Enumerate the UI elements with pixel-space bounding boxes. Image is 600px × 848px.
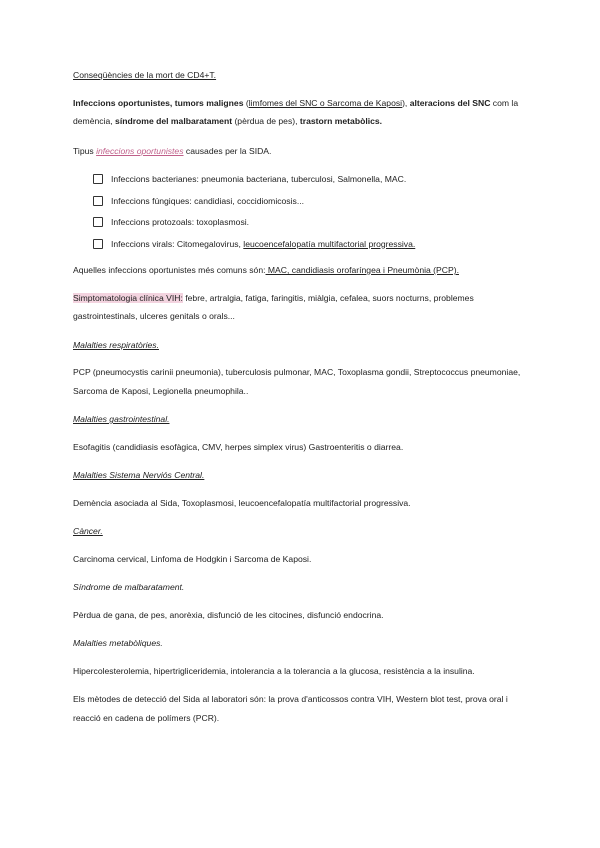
checkbox[interactable] [93,239,103,249]
text-underlined: leucoencefalopatía multifactorial progressiva. [243,238,416,249]
checkbox[interactable] [93,196,103,206]
document-page [73,66,533,727]
text-plain: ), [402,97,410,108]
checklist-item [93,192,533,211]
text-bold: Infeccions oportunistes, tumors malignes [73,97,244,108]
highlighted-text: Simptomatologia clínica VIH: [73,292,183,303]
heading-cancer: Càncer. [73,526,103,536]
heading-malbaratament: Síndrome de malbaratament. [73,582,185,592]
text-plain: febre, artralgia, fatiga, faringitis, miàlgia, cefalea, suors nocturns, problemes gastrointestinals, ulceres genitals o orals... [73,292,474,321]
metabolic-paragraph: Hipercolesterolemia, hipertrigliceridemia, intolerancia a la tolerancia a la glucosa, resistència a la insulina. [73,665,475,676]
text-bold: alteracions del SNC [409,97,491,108]
text-plain: Aquelles infeccions oportunistes més comuns són: [73,265,266,275]
checklist-item-label: Infeccions protozoals: toxoplasmosi. [111,217,250,227]
heading-snc: Malalties Sistema Nerviós Central. [73,470,205,480]
respiratory-paragraph: PCP (pneumocystis carinii pneumonia), tuberculosis pulmonar, MAC, Toxoplasma gondii, Streptococcus pneumoniae, Sarcoma de Kaposi, Legionella pneumophila.. [73,367,521,396]
checklist-item [93,170,533,189]
checklist-item-label [111,235,415,254]
checklist-item [93,213,533,232]
gastrointestinal-paragraph: Esofagitis (candidiasis esofàgica, CMV, herpes simplex virus) Gastroenteritis o diarrea. [73,441,404,452]
infeccions-link[interactable]: infeccions oportunistes [96,145,184,156]
text-plain: com la demència, [73,97,519,126]
heading-metabolic: Malalties metabòliques. [73,638,163,648]
text-bold: trastorn metabòlics. [299,116,383,126]
text-plain: ( [243,97,249,108]
checklist-item-label: Infeccions bacterianes: pneumonia bacteriana, tuberculosi, Salmonella, MAC. [111,174,407,184]
cancer-paragraph: Carcinoma cervical, Linfoma de Hodgkin i Sarcoma de Kaposi. [73,553,312,564]
text-plain: causades per la SIDA. [183,145,272,156]
simptomatologia-paragraph [73,289,533,326]
text-bold: síndrome del malbaratament [115,116,233,126]
checklist-item [93,235,533,254]
checklist-item-label: Infeccions fúngiques: candidiasi, coccidiomicosis... [111,195,304,206]
text-plain: Infeccions virals: Citomegalovirus, [111,238,244,249]
checkbox[interactable] [93,174,103,184]
section-title-consequences: Conseqüències de la mort de CD4+T. [73,70,217,80]
text-plain: Tipus [73,145,97,156]
heading-gastrointestinal: Malalties gastrointestinal. [73,414,170,424]
text-underlined: limfomes del SNC o Sarcoma de Kaposi [248,97,403,108]
detection-paragraph: Els mètodes de detecció del Sida al laboratori són: la prova d'anticossos contra VIH, Western blot test, prova oral i reacció en cadena de polímers (PCR). [73,694,508,723]
consequences-paragraph [73,94,533,131]
checkbox[interactable] [93,217,103,227]
malbaratament-paragraph: Pèrdua de gana, de pes, anorèxia, disfunció de les citocines, disfunció endocrina. [73,609,384,620]
heading-respiratory: Malalties respiratòries. [73,339,159,350]
comuns-paragraph [73,261,533,280]
text-plain: (pèrdua de pes), [232,116,300,126]
text-underlined: MAC, candidiasis orofaríngea i Pneumònia (PCP). [265,265,459,275]
snc-paragraph: Demència asociada al Sida, Toxoplasmosi, leucoencefalopatía multifactorial progressiva. [73,497,411,508]
tipus-paragraph [73,142,533,161]
